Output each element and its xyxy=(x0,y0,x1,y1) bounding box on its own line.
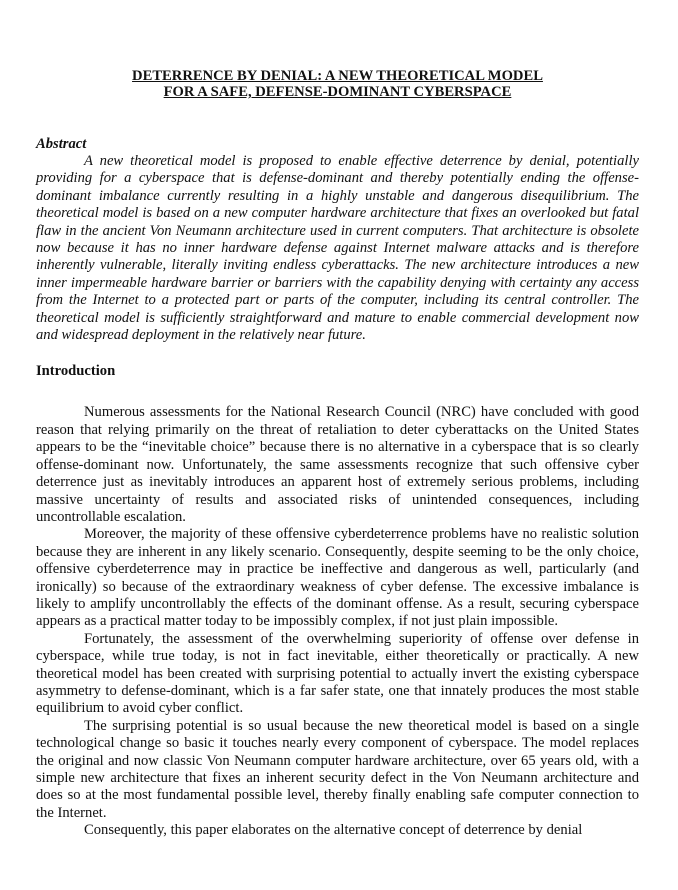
paragraph: The surprising potential is so usual because the new theoretical model is based on a single technological change so basic it touches nearly every component of cyberspace. The model replaces the original and now classic Von Neumann computer hardware architecture, over 65 years old, with a simple new architecture that fixes an inherent security defect in the Von Neumann architecture and does so at the most fundamental possible level, thereby finally enabling safe computer connection to the Internet. xyxy=(36,717,639,821)
title-line-2: FOR A SAFE, DEFENSE-DOMINANT CYBERSPACE xyxy=(163,84,512,100)
paragraph: Fortunately, the assessment of the overwhelming superiority of offense over defense in cyberspace, while true today, is not in fact inevitable, either theoretically or practically. A new theoretical model has been created with surprising potential to actually invert the existing cyberspace asymmetry to defense-dominant, which is a far safer state, one that innately produces the most stable equilibrium to avoid cyber conflict. xyxy=(36,630,639,717)
introduction-heading: Introduction xyxy=(36,363,116,380)
paper-title xyxy=(36,68,639,100)
paragraph: Consequently, this paper elaborates on the alternative concept of deterrence by denial xyxy=(84,822,583,839)
title-line-1: DETERRENCE BY DENIAL: A NEW THEORETICAL MODEL xyxy=(132,68,543,84)
paragraph: Numerous assessments for the National Research Council (NRC) have concluded with good reason that relying primarily on the threat of retaliation to deter cyberattacks on the United States appears to be the “inevitable choice” because there is no alternative in a cyberspace that is so clearly offense-dominant now. Unfortunately, the same assessments recognize that such offensive cyber deterrence just as inevitably introduces an apparent host of extremely serious problems, including massive uncertainty of results and associated risks of unintended consequences, including uncontrollable escalation. xyxy=(36,404,639,525)
abstract-heading: Abstract xyxy=(36,136,87,152)
abstract-text: A new theoretical model is proposed to enable effective deterrence by denial, potentially providing for a cyberspace that is defense-dominant and thereby potentially ending the offense-dominant imbalance currently resulting in a highly unstable and dangerous disequilibrium. The theoretical model is based on a new computer hardware architecture that fixes an overlooked but fatal flaw in the ancient Von Neumann architecture used in current computers. That architecture is obsolete now because it has no inner hardware defense against Internet malware attacks and is therefore inherently vulnerable, literally inviting endless cyberattacks. The new architecture introduces a new inner impermeable hardware barrier or barriers with the capability denying with certainty any access from the Internet to a protected part or parts of the computer, including its central controller. The theoretical model is sufficiently straightforward and mature to enable commercial development now and widespread deployment in the relatively near future. xyxy=(36,153,639,344)
paragraph: Moreover, the majority of these offensive cyberdeterrence problems have no realistic solution because they are inherent in any likely scenario. Consequently, despite seeming to be the only choice, offensive cyberdeterrence may in practice be ineffective and dangerous as well, particularly (and ironically) so because of the extraordinary weakness of cyber defense. The excessive imbalance is likely to amplify uncontrollably the effects of the dominant offense. As a result, securing cyberspace appears as a practical matter today to be impossibly complex, if not just plain impossible. xyxy=(36,526,639,630)
document-page xyxy=(36,68,639,840)
introduction-body xyxy=(36,404,639,839)
